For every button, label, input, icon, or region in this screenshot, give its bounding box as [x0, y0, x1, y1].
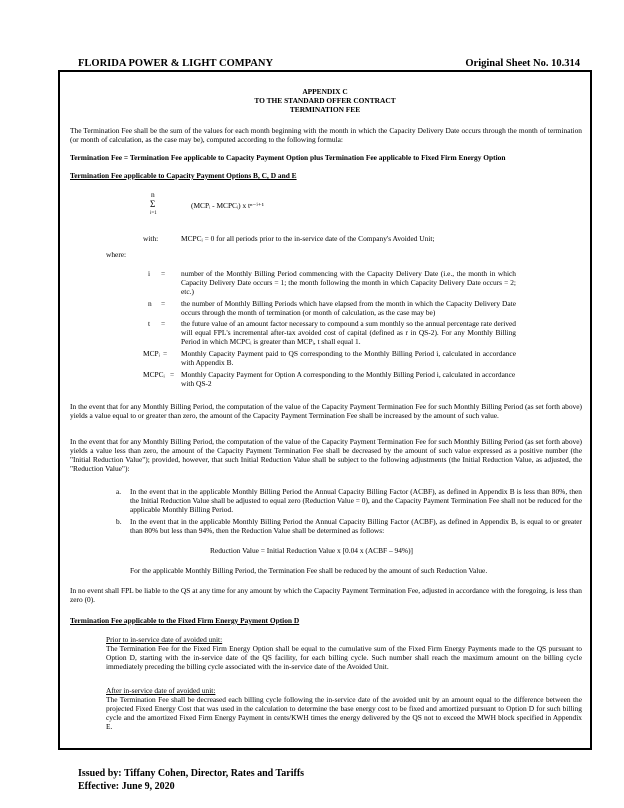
section2-heading: Termination Fee applicable to the Fixed Firm Energy Payment Option D: [70, 616, 300, 625]
reduction-formula: Reduction Value = Initial Reduction Value x [0.04 x (ACBF – 94%)]: [210, 546, 414, 555]
after-heading: After in-service date of avoided unit:: [106, 686, 216, 695]
def-text: number of the Monthly Billing Period commencing with the Capacity Delivery Date (i.e., the month in which Capacity Delivery Date occurs = 1; the month following the month in which Capacity Delivery Date occurs = 2; etc.): [181, 269, 516, 296]
def-text: the future value of an amount factor necessary to compound a sum monthly so the annual percentage rate derived will equal FPL's incremental after-tax avoided cost of capital (defined as r in QS-2). For any Monthly Billing Period in which MCPCᵢ is greater than MCPᵢ, t shall equal 1.: [181, 319, 516, 346]
def-symbol: MCPCᵢ: [143, 370, 165, 379]
paragraph-no-event: In no event shall FPL be liable to the QS at any time for any amount by which the Capacity Payment Termination Fee, adjusted in accordance with the foregoing, is less than zero (0).: [70, 586, 582, 604]
fee-title: TERMINATION FEE: [289, 105, 361, 114]
sheet-number: Original Sheet No. 10.314: [465, 58, 580, 69]
def-text: Monthly Capacity Payment paid to QS corresponding to the Monthly Billing Period i, calculated in accordance with Appendix B.: [181, 349, 516, 367]
def-equals: =: [170, 370, 175, 379]
def-equals: =: [161, 269, 166, 278]
def-symbol: MCPᵢ: [143, 349, 160, 358]
company-name: FLORIDA POWER & LIGHT COMPANY: [78, 58, 274, 69]
item-b-text: In the event that in the applicable Monthly Billing Period the Annual Capacity Billing Factor (ACBF), as defined in Appendix B, is equal to or greater than 80% but less than 94%, then the Reduction Value shall be determined as follows:: [130, 517, 582, 535]
def-symbol: n: [148, 299, 152, 308]
sum-lower: i=1: [150, 211, 157, 216]
prior-heading: Prior to in-service date of avoided unit:: [106, 635, 223, 644]
def-text: Monthly Capacity Payment for Option A corresponding to the Monthly Billing Period i, calculated in accordance with QS-2: [181, 370, 516, 388]
reduction-after: For the applicable Monthly Billing Period, the Termination Fee shall be reduced by the amount of such Reduction Value.: [130, 566, 488, 575]
item-b-label: b.: [116, 517, 122, 526]
def-equals: =: [163, 349, 168, 358]
item-a-label: a.: [116, 487, 122, 496]
def-symbol: i: [148, 269, 151, 278]
item-a-text: In the event that in the applicable Monthly Billing Period the Annual Capacity Billing Factor (ACBF), as defined in Appendix B is less than 80%, then the Initial Reduction Value shall be adjusted to equal zero (Reduction Value = 0), and the Capacity Payment Termination Fee shall not be reduced for the applicable Monthly Billing Period.: [130, 487, 582, 514]
appendix-title: APPENDIX C: [302, 87, 348, 96]
effective-date: Effective: June 9, 2020: [78, 781, 175, 792]
sum-expression: (MCPᵢ - MCPCᵢ) x tⁿ⁻ⁱ⁺¹: [191, 201, 264, 210]
paragraph-positive: In the event that for any Monthly Billing Period, the computation of the value of the Capacity Payment Termination Fee for such Monthly Billing Period (as set forth above) yields a value equal to or greater than zero, the amount of the Capacity Payment Termination Fee shall be increased by the amount of such value.: [70, 402, 582, 420]
def-equals: =: [161, 299, 166, 308]
def-text: the number of Monthly Billing Periods which have elapsed from the month in which the Capacity Delivery Date occurs through the month of termination (or month of calculation, as the case may be): [181, 299, 516, 317]
where-label: where:: [106, 250, 127, 259]
section1-heading: Termination Fee applicable to Capacity Payment Options B, C, D and E: [70, 171, 297, 180]
issued-by: Issued by: Tiffany Cohen, Director, Rates and Tariffs: [78, 768, 305, 779]
sigma-symbol: Σ: [150, 199, 156, 209]
formula-line: Termination Fee = Termination Fee applicable to Capacity Payment Option plus Termination Fee applicable to Fixed Firm Energy Option: [70, 153, 506, 162]
def-equals: =: [161, 319, 166, 328]
contract-title: TO THE STANDARD OFFER CONTRACT: [254, 96, 396, 105]
paragraph-negative: In the event that for any Monthly Billing Period, the computation of the value of the Capacity Payment Termination Fee for such Monthly Billing Period (as set forth above) yields a value less than zero, the amount of the Capacity Payment Termination Fee shall be decreased by the amount of such value expressed as a positive number (the "Initial Reduction Value"); provided, however, that such Initial Reduction Value shall be subject to the following adjustments (the Initial Reduction Value, as adjusted, the "Reduction Value"):: [70, 437, 582, 473]
def-symbol: t: [148, 319, 151, 328]
with-label: with:: [143, 234, 159, 243]
with-text: MCPCᵢ = 0 for all periods prior to the in-service date of the Company's Avoided Unit;: [181, 234, 435, 243]
after-text: The Termination Fee shall be decreased each billing cycle following the in-service date of the avoided unit by an amount equal to the difference between the projected Fixed Energy Cost that was used in the calculation to determine the base energy cost to be fixed and amortized pursuant to Option D for such billing cycle and the amortized Fixed Firm Energy Payment in cents/KWH times the energy delivered by the QS not to exceed the MWH block specified in Appendix E.: [106, 695, 582, 731]
intro-paragraph: The Termination Fee shall be the sum of the values for each month beginning with the month in which the Capacity Delivery Date occurs through the month of termination (or month of calculation, as the case may be), computed according to the following formula:: [70, 126, 582, 144]
sum-upper: n: [151, 190, 155, 199]
prior-text: The Termination Fee for the Fixed Firm Energy Option shall be equal to the cumulative sum of the Fixed Firm Energy Payments made to the QS pursuant to Option D, starting with the in-service date of the QS facility, for each billing cycle. Such number shall reach the maximum amount on the billing cycle immediately preceding the billing cycle associated with the in-service date of the Avoided Unit.: [106, 644, 582, 671]
